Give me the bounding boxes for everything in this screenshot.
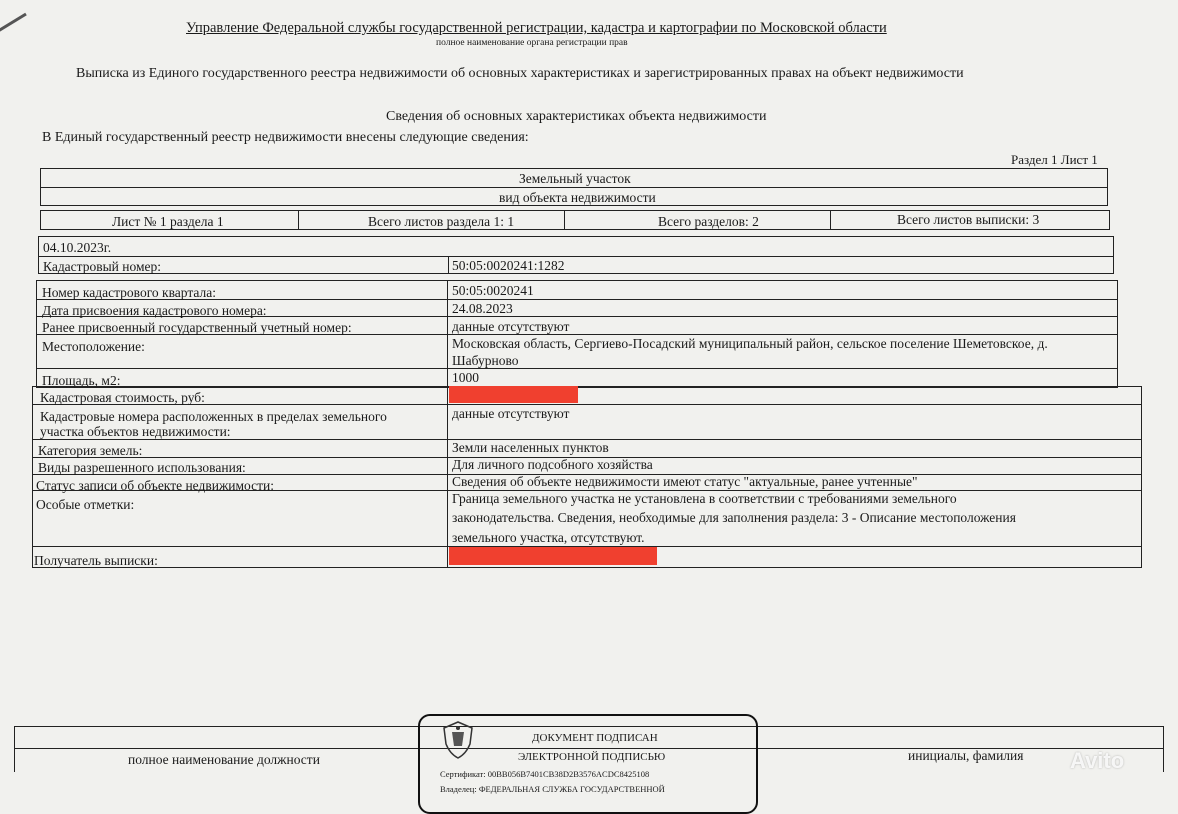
land-category-label: Категория земель: <box>38 443 143 458</box>
permitted-use-label: Виды разрешенного использования: <box>38 460 246 475</box>
area-label: Площадь, м2: <box>42 373 121 388</box>
quarter-label: Номер кадастрового квартала: <box>42 285 216 300</box>
cadastral-number-value: 50:05:0020241:1282 <box>452 258 565 273</box>
land-category-value: Земли населенных пунктов <box>452 440 609 455</box>
prev-number-label: Ранее присвоенный государственный учетный номер: <box>42 320 352 335</box>
avito-watermark: Avito <box>1070 748 1125 773</box>
emblem-icon <box>440 720 476 760</box>
date-cadastral-box <box>38 236 1114 274</box>
quarter-value: 50:05:0020241 <box>452 283 534 298</box>
authority-title: Управление Федеральной службы государственной регистрации, кадастра и картографии по Московской области <box>186 20 887 36</box>
extract-title: Выписка из Единого государственного реестра недвижимости об основных характеристиках и зарегистрированных правах на объект недвижимости <box>76 66 964 81</box>
object-kind-value: Земельный участок <box>519 171 631 186</box>
inner-objects-label-line1: Кадастровые номера расположенных в пределах земельного <box>40 409 387 424</box>
position-caption: полное наименование должности <box>128 752 320 767</box>
total-sheets-section: Всего листов раздела 1: 1 <box>368 214 515 229</box>
name-caption: инициалы, фамилия <box>908 748 1024 763</box>
pen-icon <box>0 0 50 50</box>
location-value-line2: Шабурново <box>452 353 519 368</box>
prev-number-value: данные отсутствуют <box>452 319 570 334</box>
area-value: 1000 <box>452 370 479 385</box>
page-reference: Раздел 1 Лист 1 <box>1011 152 1098 167</box>
assign-date-label: Дата присвоения кадастрового номера: <box>42 303 267 318</box>
inner-objects-value: данные отсутствуют <box>452 406 570 421</box>
object-kind-caption: вид объекта недвижимости <box>499 190 656 205</box>
record-status-value: Сведения об объекте недвижимости имеют статус "актуальные, ранее учтенные" <box>452 474 918 489</box>
cadastral-cost-redaction <box>449 386 578 403</box>
recipient-label: Получатель выписки: <box>34 553 158 568</box>
special-notes-label: Особые отметки: <box>36 497 135 512</box>
cadastral-number-label: Кадастровый номер: <box>43 259 162 274</box>
special-notes-line3: земельного участка, отсутствуют. <box>452 530 645 545</box>
cadastral-cost-label: Кадастровая стоимость, руб: <box>40 390 205 405</box>
total-sections: Всего разделов: 2 <box>658 214 759 229</box>
record-status-label: Статус записи об объекте недвижимости: <box>36 478 275 493</box>
total-sheets-extract: Всего листов выписки: 3 <box>897 212 1040 227</box>
stamp-certificate: Сертификат: 00BB056B7401CB38D2B3576ACDC8425108 <box>440 769 650 779</box>
authority-caption: полное наименование органа регистрации прав <box>436 38 628 48</box>
stamp-line2: ЭЛЕКТРОННОЙ ПОДПИСЬЮ <box>518 751 666 763</box>
assign-date-value: 24.08.2023 <box>452 301 513 316</box>
intro-text: В Единый государственный реестр недвижимости внесены следующие сведения: <box>42 130 529 145</box>
permitted-use-value: Для личного подсобного хозяйства <box>452 457 653 472</box>
section-title: Сведения об основных характеристиках объекта недвижимости <box>386 109 767 124</box>
location-value-line1: Московская область, Сергиево-Посадский муниципальный район, сельское поселение Шеметовское, д. <box>452 336 1048 351</box>
stamp-line1: ДОКУМЕНТ ПОДПИСАН <box>532 732 658 744</box>
extract-date: 04.10.2023г. <box>43 240 112 255</box>
location-label: Местоположение: <box>42 339 145 354</box>
inner-objects-label-line2: участка объектов недвижимости: <box>40 424 231 439</box>
stamp-issuer: Владелец: ФЕДЕРАЛЬНАЯ СЛУЖБА ГОСУДАРСТВЕННОЙ <box>440 784 665 794</box>
sheet-number: Лист № 1 раздела 1 <box>112 214 224 229</box>
recipient-redaction <box>449 547 657 565</box>
special-notes-line1: Граница земельного участка не установлена в соответствии с требованиями земельного <box>452 491 957 506</box>
special-notes-line2: законодательства. Сведения, необходимые для заполнения раздела: 3 - Описание местоположения <box>452 510 1016 525</box>
